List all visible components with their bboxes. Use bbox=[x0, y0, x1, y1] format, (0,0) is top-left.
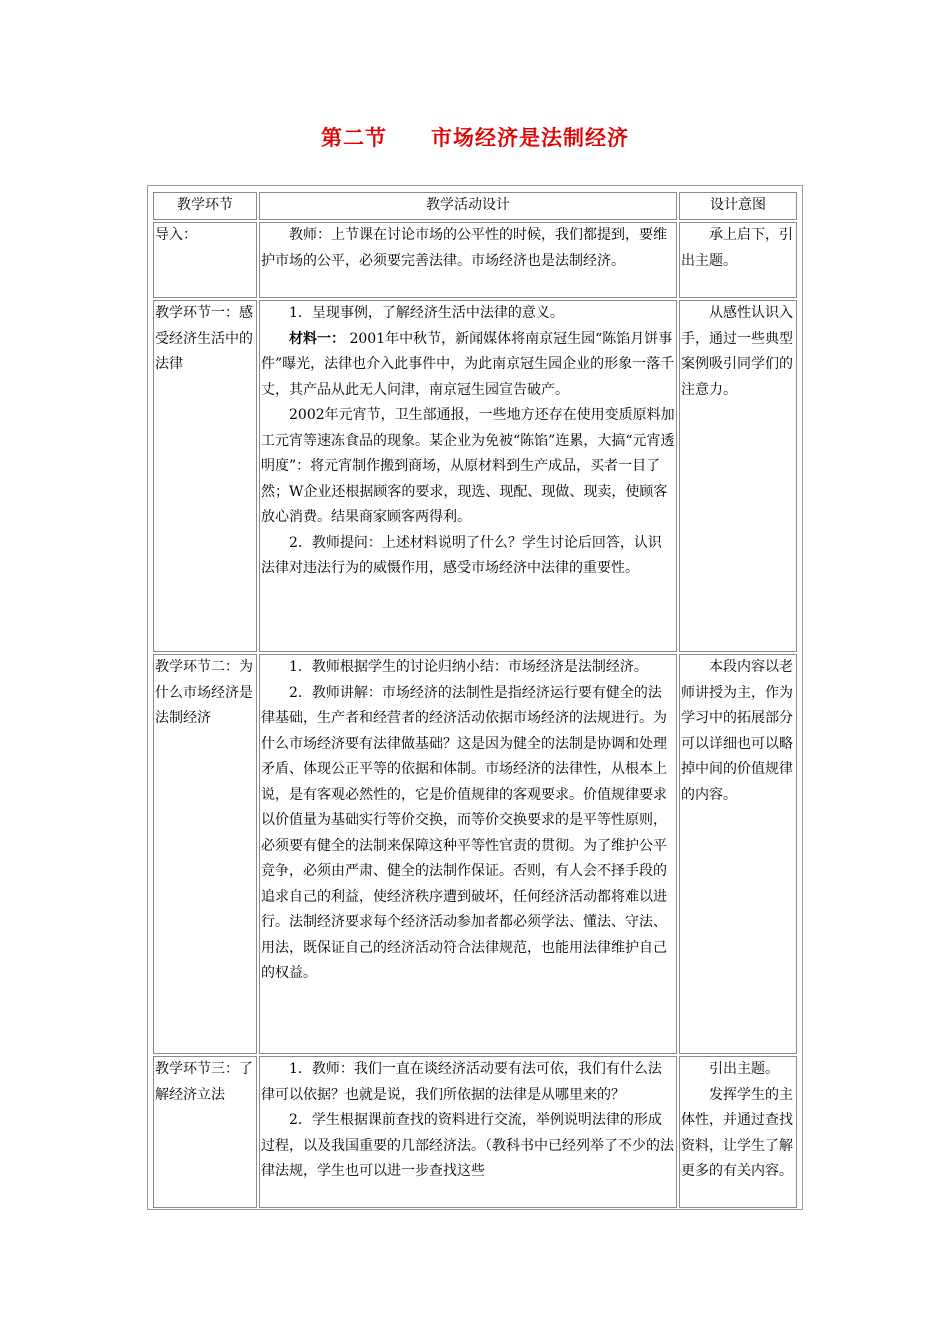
table-row bbox=[153, 300, 797, 652]
activity-paragraph: 2002年元宵节，卫生部通报，一些地方还存在使用变质原料加工元宵等速冻食品的现象。某企业为免被“陈馅”连累，大搞“元宵透明度”：将元宵制作搬到商场，从原材料到生产成品，买者一目了然；W企业还根据顾客的要求，现选、现配、现做、现卖，使顾客放心消费。结果商家顾客两得利。 bbox=[261, 407, 675, 525]
intent-paragraph: 引出主题。 bbox=[709, 1061, 779, 1077]
activity-paragraph: 1．呈现事例，了解经济生活中法律的意义。 bbox=[289, 305, 564, 321]
header-activity: 教学活动设计 bbox=[259, 192, 677, 220]
activity-cell bbox=[259, 222, 677, 298]
stage-cell: 教学环节一：感受经济生活中的法律 bbox=[153, 300, 257, 652]
section-topic: 市场经济是法制经济 bbox=[431, 126, 629, 150]
activity-paragraph: 2．学生根据课前查找的资料进行交流，举例说明法律的形成过程，以及我国重要的几部经济法。（教科书中已经列举了不少的法律法规，学生也可以进一步查找这些 bbox=[261, 1112, 674, 1179]
activity-paragraph: 教师：上节课在讨论市场的公平性的时候，我们都提到，要维护市场的公平，必须要完善法律。市场经济也是法制经济。 bbox=[261, 227, 667, 269]
lesson-plan-table bbox=[151, 190, 799, 1210]
material-paragraph: 材料一： 2001年中秋节，新闻媒体将南京冠生园“陈馅月饼事件”曝光，法律也介入此事件中，为此南京冠生园企业的形象一落千丈，其产品从此无人问津，南京冠生园宣告破产。 bbox=[261, 330, 675, 398]
table-row bbox=[153, 654, 797, 1054]
table-row bbox=[153, 1056, 797, 1208]
page-title bbox=[0, 122, 950, 152]
stage-cell: 导入： bbox=[153, 222, 257, 298]
header-stage: 教学环节 bbox=[153, 192, 257, 220]
intent-cell bbox=[679, 654, 797, 1054]
material-label: 材料一： bbox=[289, 330, 345, 347]
activity-paragraph: 2．教师提问：上述材料说明了什么？学生讨论后回答，认识法律对违法行为的威慑作用，感受市场经济中法律的重要性。 bbox=[261, 534, 662, 576]
lesson-table-frame bbox=[147, 185, 803, 1210]
intent-cell bbox=[679, 300, 797, 652]
activity-paragraph: 1．教师：我们一直在谈经济活动要有法可依，我们有什么法律可以依据？也就是说，我们所依据的法律是从哪里来的？ bbox=[261, 1061, 662, 1103]
activity-cell bbox=[259, 1056, 677, 1208]
intent-paragraph: 发挥学生的主体性，并通过查找资料，让学生了解更多的有关内容。 bbox=[681, 1086, 793, 1179]
intent-paragraph: 从感性认识入手，通过一些典型案例吸引同学们的注意力。 bbox=[681, 305, 793, 398]
activity-cell bbox=[259, 654, 677, 1054]
table-header-row bbox=[153, 192, 797, 220]
intent-cell bbox=[679, 222, 797, 298]
intent-paragraph: 本段内容以老师讲授为主，作为学习中的拓展部分可以详细也可以略掉中间的价值规律的内容。 bbox=[681, 659, 793, 803]
activity-paragraph: 2．教师讲解：市场经济的法制性是指经济运行要有健全的法律基础，生产者和经营者的经济活动依据市场经济的法规进行。为什么市场经济要有法律做基础？这是因为健全的法制是协调和处理矛盾、体现公正平等的依据和体制。市场经济的法律性，从根本上说，是有客观必然性的，它是价值规律的客观要求。价值规律要求以价值量为基础实行等价交换，而等价交换要求的是平等性原则，必须要有健全的法制来保障这种平等性官责的贯彻。为了维护公平竞争，必须由严肃、健全的法制作保证。否则，有人会不择手段的追求自己的利益，使经济秩序遭到破坏，任何经济活动都将难以进行。法制经济要求每个经济活动参加者都必须学法、懂法、守法、用法，既保证自己的经济活动符合法律规范，也能用法律维护自己的权益。 bbox=[261, 684, 667, 981]
header-intent: 设计意图 bbox=[679, 192, 797, 220]
intent-paragraph: 承上启下，引出主题。 bbox=[681, 227, 793, 269]
section-number: 第二节 bbox=[321, 126, 387, 150]
intent-cell bbox=[679, 1056, 797, 1208]
stage-cell: 教学环节三：了解经济立法 bbox=[153, 1056, 257, 1208]
table-row bbox=[153, 222, 797, 298]
activity-cell bbox=[259, 300, 677, 652]
stage-cell: 教学环节二：为什么市场经济是法制经济 bbox=[153, 654, 257, 1054]
activity-paragraph: 1．教师根据学生的讨论归纳小结：市场经济是法制经济。 bbox=[289, 659, 648, 675]
